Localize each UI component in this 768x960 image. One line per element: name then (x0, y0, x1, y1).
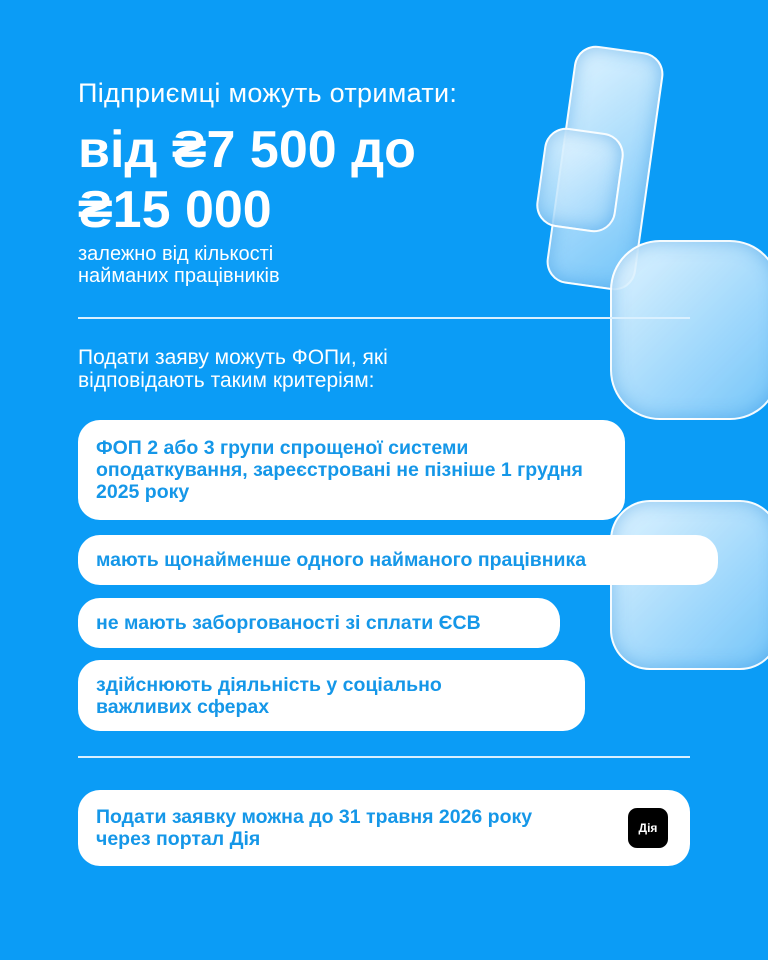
criterion-card: здійснюють діяльність у соціально важливих сферах (78, 660, 585, 731)
decorative-shape (533, 125, 626, 235)
diia-logo[interactable]: Дія (628, 808, 668, 848)
criterion-card: не мають заборгованості зі сплати ЄСВ (78, 598, 560, 648)
criterion-card: мають щонайменше одного найманого працівника (78, 535, 718, 585)
amount-note (78, 243, 280, 287)
criteria-heading-line: відповідають таким критеріям: (78, 369, 375, 392)
page-heading: Підприємці можуть отримати: (78, 78, 458, 108)
note-line: залежно від кількості (78, 243, 274, 265)
criteria-heading-line: Подати заяву можуть ФОПи, які (78, 346, 388, 369)
decorative-shape (610, 240, 768, 420)
divider (78, 317, 690, 319)
divider (78, 756, 690, 758)
deadline-text: Подати заявку можна до 31 травня 2026 року через портал Дія (96, 806, 533, 850)
criterion-card: ФОП 2 або 3 групи спрощеної системи оподаткування, зареєстровані не пізніше 1 грудня 2025 року (78, 420, 625, 520)
decorative-shape (610, 500, 768, 670)
amount-line: ₴15 000 (78, 181, 272, 239)
amount-line: від ₴7 500 до (78, 121, 416, 179)
criteria-heading (78, 346, 388, 392)
amount (78, 120, 416, 240)
deadline-card (78, 790, 690, 866)
note-line: найманих працівників (78, 265, 280, 287)
